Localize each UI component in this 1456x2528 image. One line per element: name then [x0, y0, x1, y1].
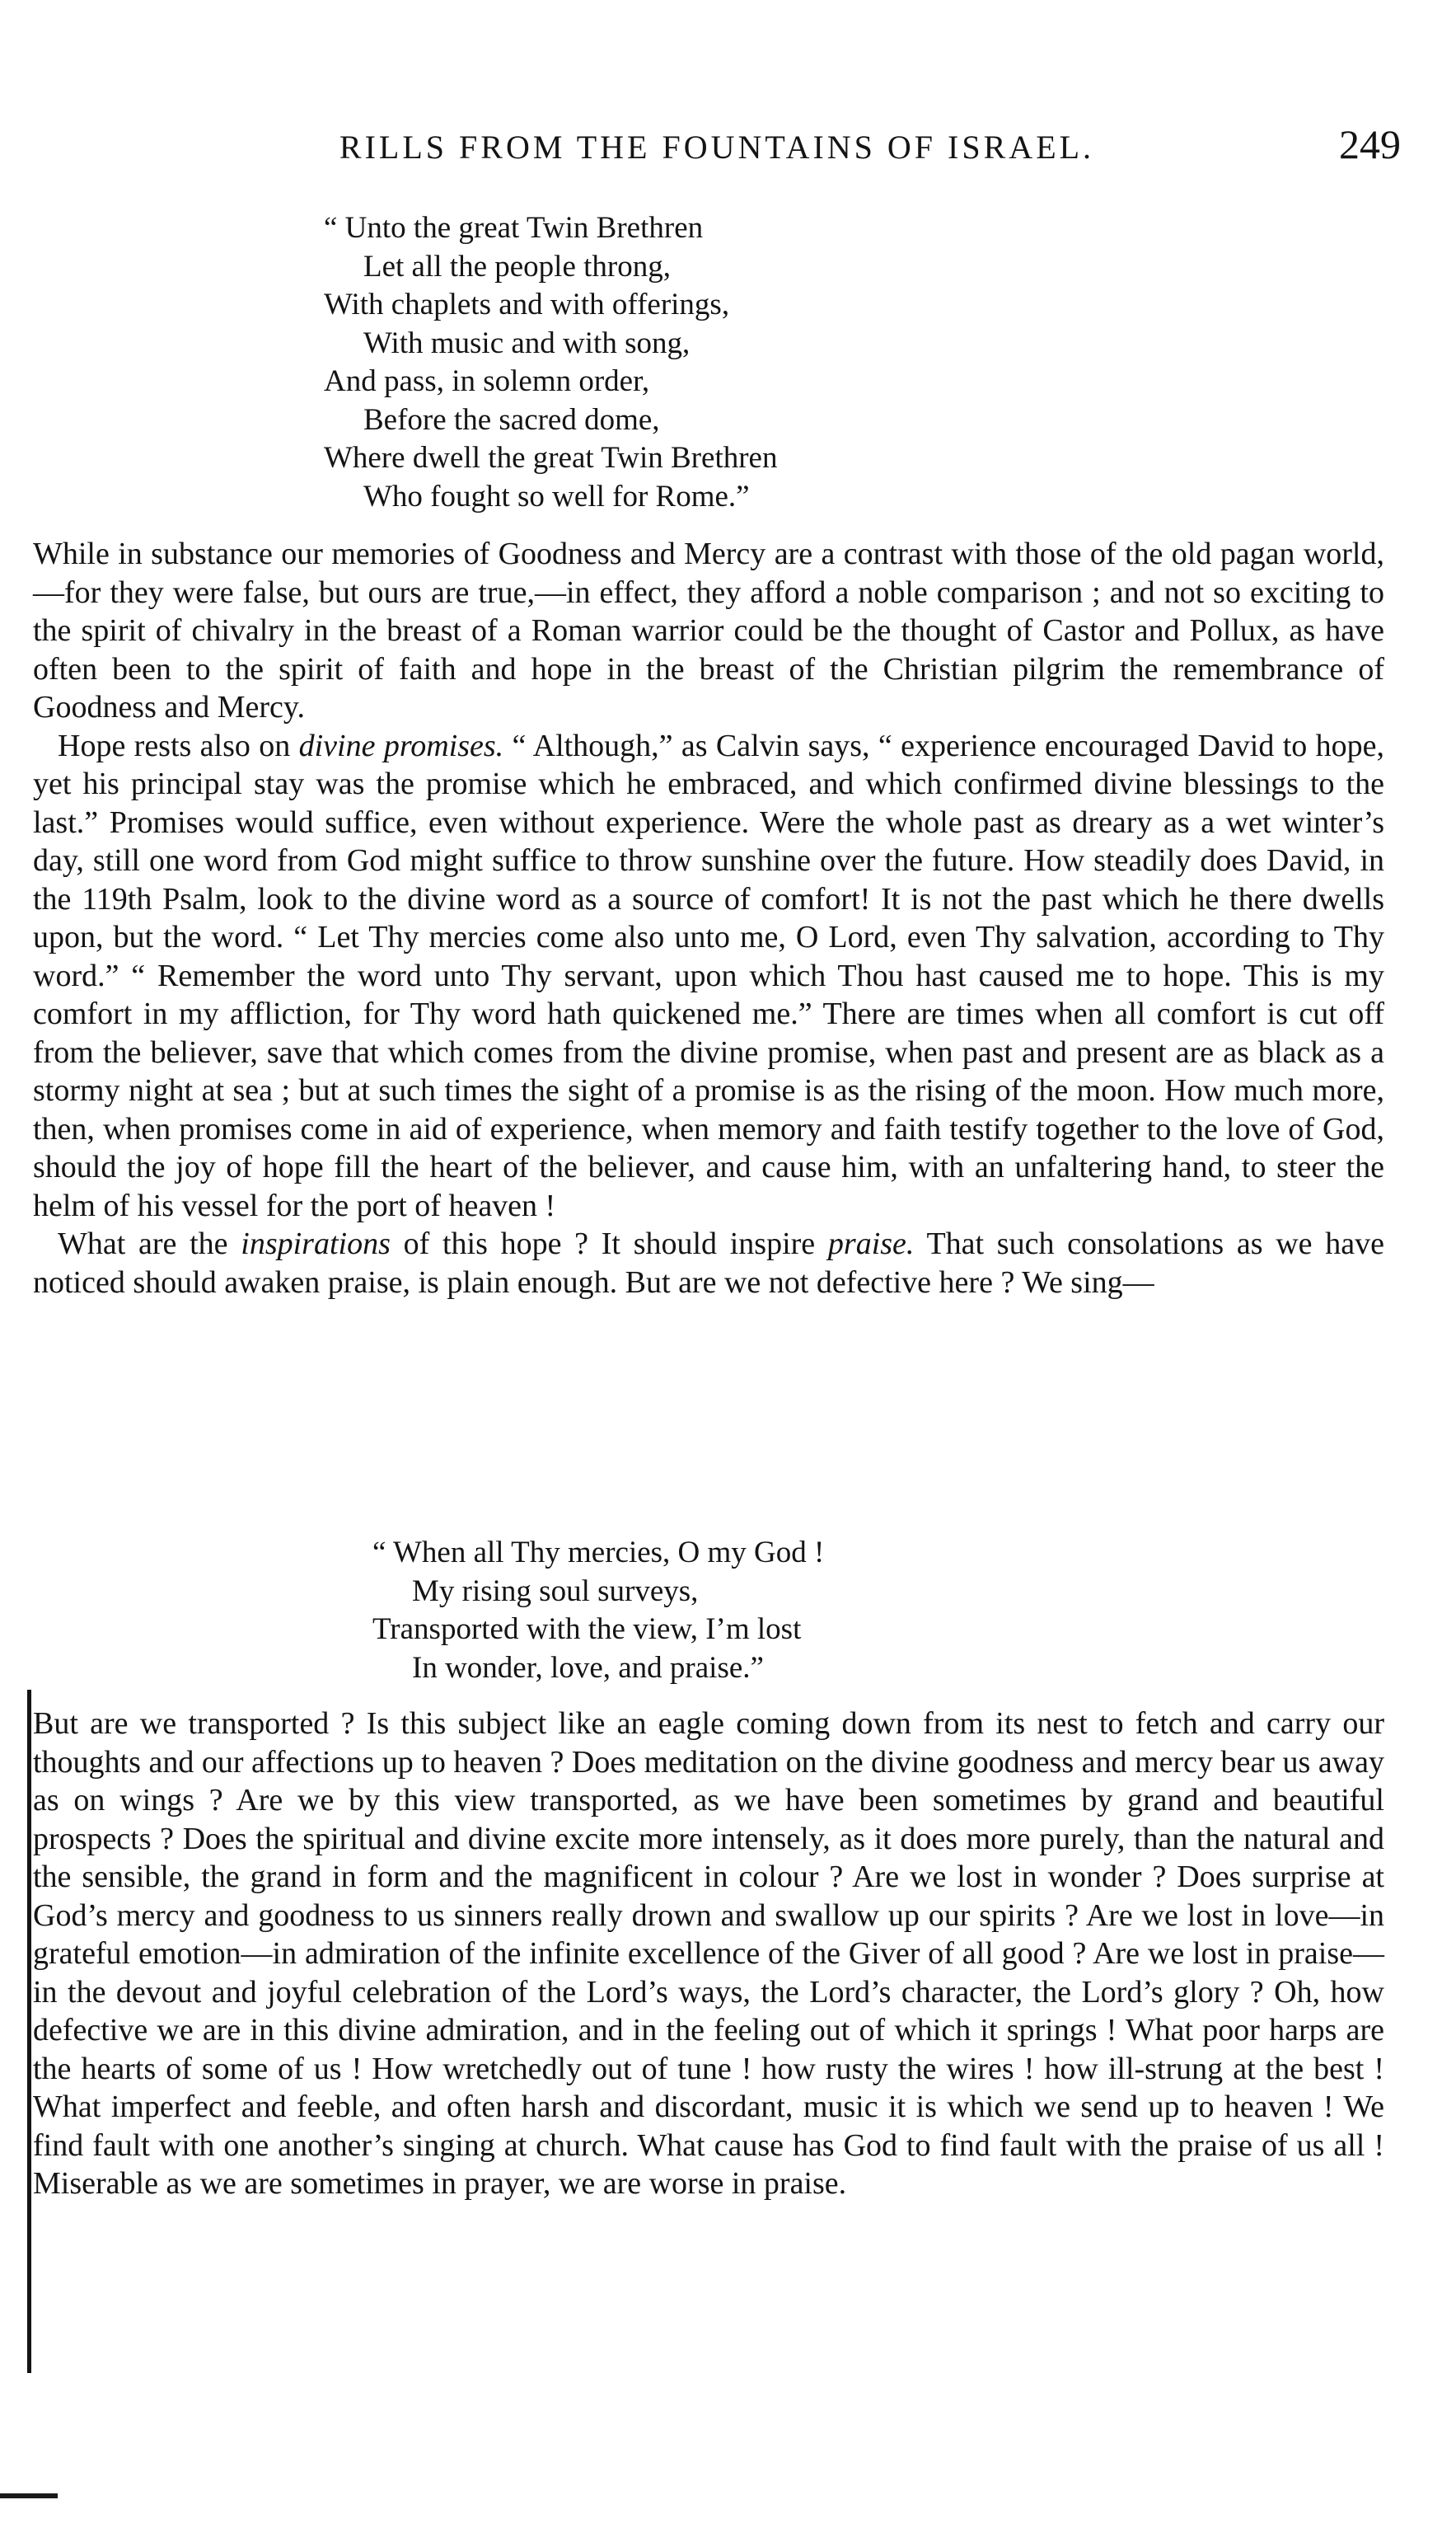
page-header: [33, 120, 1401, 175]
paragraph-text: That such consolations as we have noticed should awaken praise, is plain enough. But are we not defective here ? We sing—: [33, 1226, 1384, 1300]
verse-line: “ When all Thy mercies, O my God !: [372, 1536, 825, 1569]
verse-line: Where dwell the great Twin Brethren: [324, 441, 778, 475]
verse-line: Let all the people throng,: [363, 249, 671, 284]
verse-line: “ Unto the great Twin Brethren: [324, 211, 704, 245]
italic-phrase: inspirations: [241, 1226, 391, 1261]
paragraph-text: Hope rests also on: [58, 728, 299, 763]
body-text-upper: [33, 535, 1384, 1302]
paragraph-divine-promises: [33, 727, 1384, 1226]
page-number: 249: [1339, 121, 1401, 167]
running-head: RILLS FROM THE FOUNTAINS OF ISRAEL.: [339, 129, 1095, 166]
verse-line: Transported with the view, I’m lost: [372, 1612, 802, 1646]
paragraph-text: “ Although,” as Calvin says, “ experience encouraged David to hope, yet his principal stay was the promise which he embraced, and which confirmed divine blessings to the last.” Promises would suffice, even without experience. Were the whole past as dreary as a wet winter’s day, still one word from God might suffice to throw sunshine over the future. How steadily does David, in the 119th Psalm, look to the divine word as a source of comfort! It is not the past which he there dwells upon, but the word. “ Let Thy mercies come also unto me, O Lord, even Thy salvation, according to Thy word.” “ Remember the word unto Thy servant, upon which Thou hast caused me to hope. This is my comfort in my affliction, for Thy word hath quickened me.” There are times when all comfort is cut off from the believer, save that which comes from the divine promise, when past and present are as black as a stormy night at sea ; but at such times the sight of a promise is as the rising of the moon. How much more, then, when promises come in aid of experience, when memory and faith testify together to the love of God, should the joy of hope fill the heart of the believer, and cause him, with an unfaltering hand, to steer the helm of his vessel for the port of heaven !: [33, 728, 1384, 1223]
verse-line: In wonder, love, and praise.”: [412, 1650, 764, 1685]
verse-line: With music and with song,: [363, 326, 691, 360]
verse-quotation-hymn: [372, 1534, 824, 1687]
italic-phrase: praise.: [827, 1226, 915, 1261]
paragraph-goodness-and-mercy: While in substance our memories of Goodness and Mercy are a contrast with those of the old pagan world,—for they were false, but ours are true,—in effect, they afford a noble comparison ; and not so exciting to the spirit of chivalry in the breast of a Roman warrior could be the thought of Castor and Pollux, as have often been to the spirit of faith and hope in the breast of the Christian pilgrim the remembrance of Goodness and Mercy.: [33, 537, 1384, 725]
corner-mark: [0, 2493, 58, 2498]
verse-quotation-twin-brethren: [324, 209, 777, 516]
verse-line: With chaplets and with offerings,: [324, 288, 730, 321]
verse-line: And pass, in solemn order,: [324, 364, 650, 398]
paragraph-text: of this hope ? It should inspire: [390, 1226, 828, 1261]
body-text-lower: [33, 1705, 1384, 2203]
verse-line: Who fought so well for Rome.”: [363, 479, 750, 514]
italic-phrase: divine promises.: [298, 728, 504, 763]
verse-line: My rising soul surveys,: [412, 1574, 699, 1608]
margin-rule: [27, 1690, 31, 2373]
paragraph-inspirations: [33, 1225, 1384, 1302]
verse-line: Before the sacred dome,: [363, 402, 660, 437]
paragraph-transported: But are we transported ? Is this subject like an eagle coming down from its nest to fetch and carry our thoughts and our affections up to heaven ? Does meditation on the divine goodness and mercy bear us away as on wings ? Are we by this view transported, as we have been sometimes by grand and beautiful prospects ? Does the spiritual and divine excite more intensely, as it does more purely, than the natural and the sensible, the grand in form and the magnificent in colour ? Are we lost in wonder ? Does surprise at God’s mercy and goodness to us sinners really drown and swallow up our spirits ? Are we lost in love—in grateful emotion—in admiration of the infinite excellence of the Giver of all good ? Are we lost in praise—in the devout and joyful celebration of the Lord’s ways, the Lord’s character, the Lord’s glory ? Oh, how defective we are in this divine admiration, and in the feeling out of which it springs ! What poor harps are the hearts of some of us ! How wretchedly out of tune ! how rusty the wires ! how ill-strung at the best ! What imperfect and feeble, and often harsh and discordant, music it is which we send up to heaven ! We find fault with one another’s singing at church. What cause has God to find fault with the praise of us all ! Miserable as we are sometimes in prayer, we are worse in praise.: [33, 1706, 1384, 2201]
paragraph-text: What are the: [58, 1226, 241, 1261]
